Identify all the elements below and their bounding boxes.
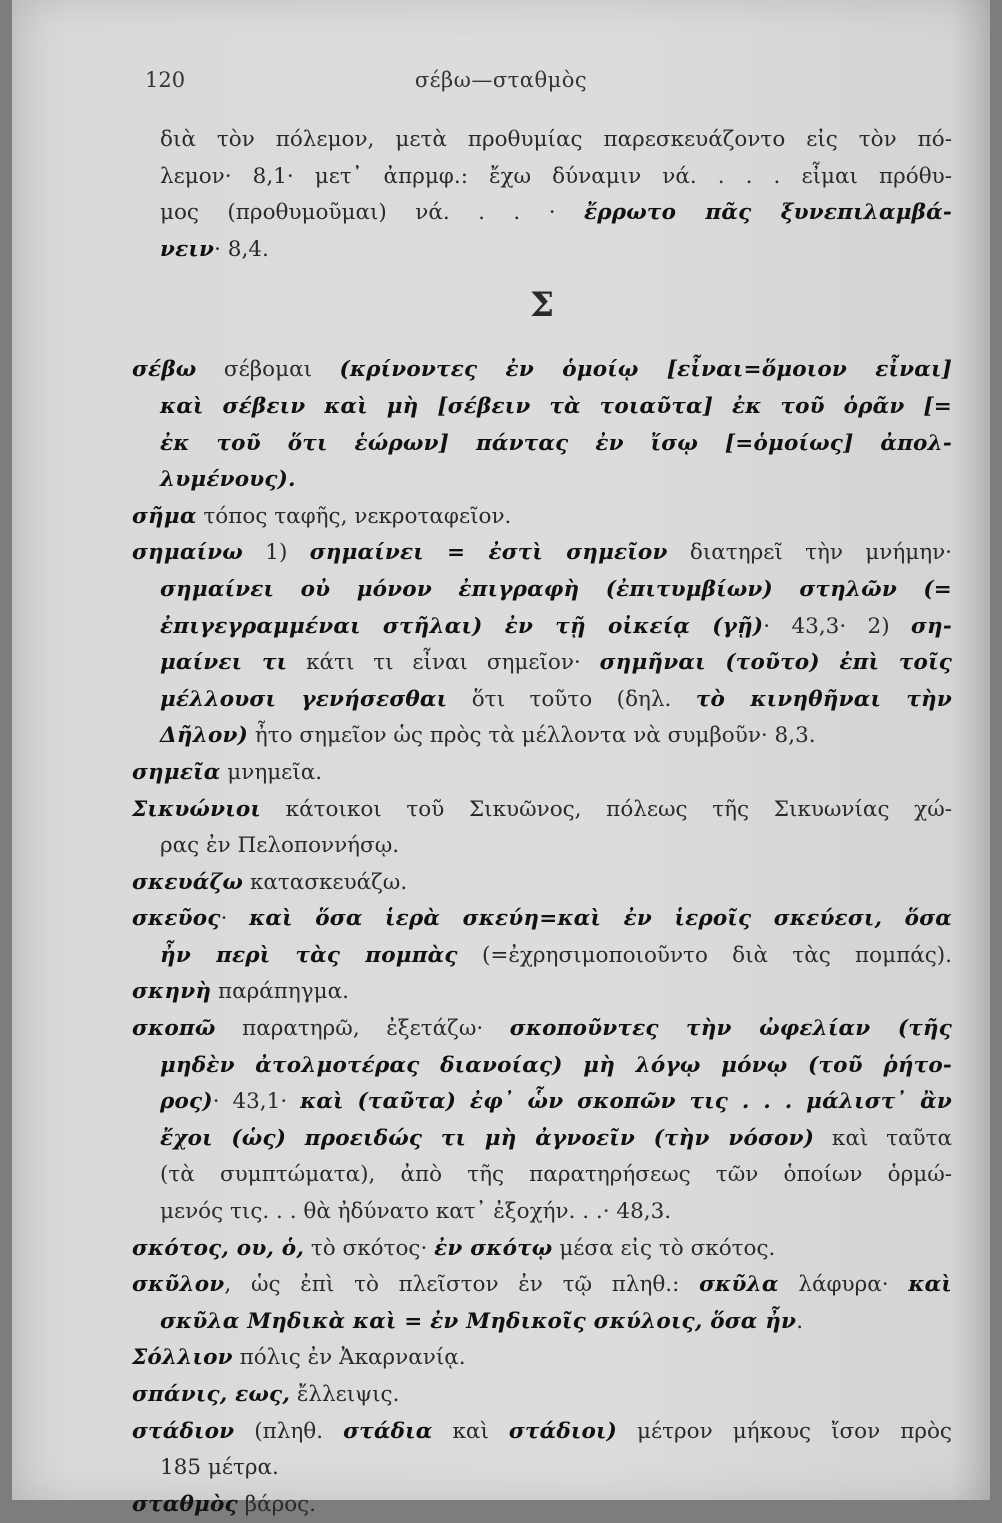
greek-phrase: ρος): [160, 1089, 213, 1115]
text-span: μος (προθυμοῦμαι) νά. . . ·: [160, 200, 584, 226]
text-line: σημαίνει οὐ μόνον ἐπιγραφὴ (ἐπιτυμβίων) στηλῶν (=: [160, 576, 952, 602]
headword: σκότος, ου, ὁ,: [132, 1235, 305, 1261]
headword: σημεῖα: [132, 759, 221, 785]
definition: κάτοικοι τοῦ Σικυῶνος, πόλεως τῆς Σικυωνίας χώ-: [260, 796, 952, 822]
text-line: ρας ἐν Πελοποννήσῳ.: [160, 833, 400, 859]
greek-phrase: ἔρρωτο πᾶς ξυνεπιλαμβά-: [583, 200, 952, 226]
entry-sollion: [132, 1340, 952, 1377]
headword: σκευάζω: [132, 869, 244, 895]
dictionary-text: [132, 122, 952, 1523]
greek-phrase: στάδια: [343, 1418, 433, 1444]
entry-sebo: [132, 352, 952, 498]
entry-skopo: [132, 1011, 952, 1231]
headword: σημαίνω: [132, 540, 243, 566]
greek-phrase: σκῦλα Μηδικὰ καὶ = ἐν Μηδικοῖς σκύλοις, ὅσα ἦν: [160, 1308, 797, 1334]
text-line: 185 μέτρα.: [160, 1455, 279, 1481]
headword: σκῦλον: [132, 1272, 225, 1298]
entry-semeia: [132, 755, 952, 792]
definition: παράπηγμα.: [211, 979, 349, 1005]
greek-phrase: μέλλουσι γενήσεσθαι: [160, 686, 448, 712]
entry-stadion: [132, 1414, 952, 1487]
text-span: διατηρεῖ τὴν μνήμην·: [667, 540, 952, 566]
entry-sema: [132, 499, 952, 536]
definition: ἔλλειψις.: [290, 1382, 400, 1407]
text-span: σέβομαι: [196, 357, 340, 383]
greek-phrase: ἦν περὶ τὰς πομπὰς: [160, 942, 458, 968]
text-span: καὶ ταῦτα: [814, 1125, 953, 1151]
text-line: ἐκ τοῦ ὅτι ἑώρων] πάντας ἐν ἴσῳ [=ὁμοίως] ἀπολ-: [160, 430, 952, 456]
text-line: [132, 718, 952, 755]
headword: Σόλλιον: [132, 1345, 233, 1371]
text-line: [132, 232, 952, 269]
entry-semaino: [132, 535, 952, 755]
greek-phrase: ἐπιγεγραμμέναι στῆλαι) ἐν τῇ οἰκείᾳ (γῇ): [160, 613, 764, 639]
text-line: διὰ τὸν πόλεμον, μετὰ προθυμίας παρεσκευάζοντο εἰς τὸν πό-: [160, 127, 952, 152]
definition: κατασκευάζω.: [243, 869, 408, 895]
text-span: ἦτο σημεῖον ὡς πρὸς τὰ μέλλοντα νὰ συμβοῦν· 8,3.: [248, 723, 816, 749]
text-line: [132, 645, 952, 682]
definition: βάρος.: [237, 1491, 317, 1517]
text-line: [132, 352, 952, 389]
greek-phrase: σημαίνει = ἐστὶ σημεῖον: [309, 540, 668, 566]
text-span: · 43,3· 2): [763, 613, 911, 639]
greek-phrase: σκοποῦντες τὴν ὠφελίαν (τῆς: [509, 1016, 953, 1042]
text-span: τὸ σκότος·: [304, 1235, 435, 1261]
text-span: λάφυρα·: [778, 1272, 909, 1298]
text-span: παρατηρῶ, ἐξετάζω·: [215, 1016, 510, 1042]
entry-skotos: [132, 1231, 952, 1268]
greek-phrase: ἔχοι (ὡς) προειδώς τι μὴ ἀγνοεῖν (τὴν νόσον): [160, 1125, 815, 1151]
greek-phrase: τὸ κινηθῆναι τὴν: [695, 686, 952, 712]
greek-phrase: μαίνει τι: [160, 650, 288, 676]
text-line: [132, 1414, 952, 1451]
definition: μέσα εἰς τὸ σκότος.: [552, 1235, 776, 1261]
text-span: (=ἐχρησιμοποιοῦντο διὰ τὰς πομπάς).: [457, 942, 952, 968]
greek-phrase: ση-: [910, 613, 952, 639]
book-page: [12, 0, 990, 1517]
headword: σκοπῶ: [132, 1016, 216, 1042]
text-span: · 8,4.: [214, 236, 269, 262]
text-line: [132, 1084, 952, 1121]
page-header: [12, 68, 990, 104]
text-line: [132, 609, 952, 646]
greek-phrase: στάδιοι): [508, 1418, 618, 1444]
greek-phrase: σημῆναι (τοῦτο) ἐπὶ τοῖς: [599, 650, 952, 676]
headword: σῆμα: [132, 503, 197, 529]
entry-skylon: [132, 1267, 952, 1340]
text-line: [132, 792, 952, 829]
headword: σκηνὴ: [132, 979, 212, 1005]
headword: σέβω: [132, 357, 197, 383]
text-line: [132, 901, 952, 938]
text-line: [132, 195, 952, 232]
entry-sikyonioi: [132, 792, 952, 865]
definition: μνημεῖα.: [220, 759, 323, 785]
text-span: · 43,1·: [212, 1089, 301, 1115]
headword: σταθμὸς: [132, 1491, 238, 1517]
text-line: λυμένους).: [160, 467, 296, 493]
text-span: ·: [220, 906, 250, 932]
text-span: , ὡς ἐπὶ τὸ πλεῖστον ἐν τῷ πληθ.:: [224, 1272, 700, 1298]
headword: σπάνις, εως,: [132, 1382, 291, 1407]
definition: πόλις ἐν Ἀκαρνανίᾳ.: [232, 1345, 466, 1371]
text-line: (τὰ συμπτώματα), ἀπὸ τῆς παρατηρήσεως τῶν ὁποίων ὁρμώ-: [160, 1162, 952, 1188]
running-title: σέβω—σταθμὸς: [414, 68, 588, 92]
entry-skeuos: [132, 901, 952, 974]
headword: σκεῦος: [132, 906, 221, 932]
entry-skeuazo: [132, 865, 952, 902]
greek-phrase: σκῦλα: [699, 1272, 779, 1298]
section-letter: Σ: [529, 285, 555, 326]
greek-phrase: καὶ: [908, 1272, 952, 1298]
greek-phrase: ἐν σκότῳ: [434, 1235, 553, 1261]
text-line: [132, 535, 952, 572]
text-span: .: [796, 1308, 804, 1334]
greek-phrase: νειν: [160, 236, 215, 262]
text-span: (πληθ.: [234, 1418, 344, 1444]
text-line: καὶ σέβειν καὶ μὴ [σέβειν τὰ τοιαῦτα] ἐκ τοῦ ὁρᾶν [=: [160, 393, 952, 419]
page-number: 120: [145, 68, 186, 92]
text-line: [132, 682, 952, 719]
greek-phrase: Δῆλον): [160, 723, 249, 749]
greek-phrase: (κρίνοντες ἐν ὁμοίῳ [εἶναι=ὅμοιον εἶναι]: [339, 357, 952, 383]
text-span: 1): [242, 540, 310, 566]
greek-phrase: καὶ (ταῦτα) ἐφ᾽ ὧν σκοπῶν τις . . . μάλιστ᾽ ἂν: [300, 1089, 952, 1115]
entry-skene: [132, 974, 952, 1011]
headword: στάδιον: [132, 1418, 235, 1444]
text-span: κάτι τι εἶναι σημεῖον·: [287, 650, 600, 676]
text-line: λεμον· 8,1· μετ᾽ ἀπρμφ.: ἔχω δύναμιν νά. . . . εἶμαι πρόθυ-: [160, 163, 952, 189]
text-line: μηδὲν ἀτολμοτέρας διανοίας) μὴ λόγῳ μόνῳ (τοῦ ῥήτο-: [160, 1052, 952, 1078]
entry-spanis: [132, 1377, 952, 1414]
text-line: μενός τις. . . θὰ ἠδύνατο κατ᾽ ἐξοχήν. . .· 48,3.: [160, 1199, 672, 1225]
text-span: ὅτι τοῦτο (δηλ.: [447, 686, 696, 712]
definition: μέτρον μήκους ἴσον πρὸς: [617, 1418, 952, 1444]
text-line: [132, 938, 952, 975]
intro-continuation: [132, 122, 952, 268]
entry-stathmos: [132, 1487, 952, 1523]
text-span: καὶ: [432, 1418, 509, 1444]
headword: Σικυώνιοι: [132, 796, 261, 822]
text-line: [132, 1011, 952, 1048]
definition: τόπος ταφῆς, νεκροταφεῖον.: [196, 503, 512, 529]
greek-phrase: καὶ ὅσα ἱερὰ σκεύη=καὶ ἐν ἱεροῖς σκεύεσι, ὅσα: [249, 906, 952, 932]
text-line: [132, 1304, 952, 1341]
text-line: [132, 1121, 952, 1158]
text-line: [132, 1267, 952, 1304]
